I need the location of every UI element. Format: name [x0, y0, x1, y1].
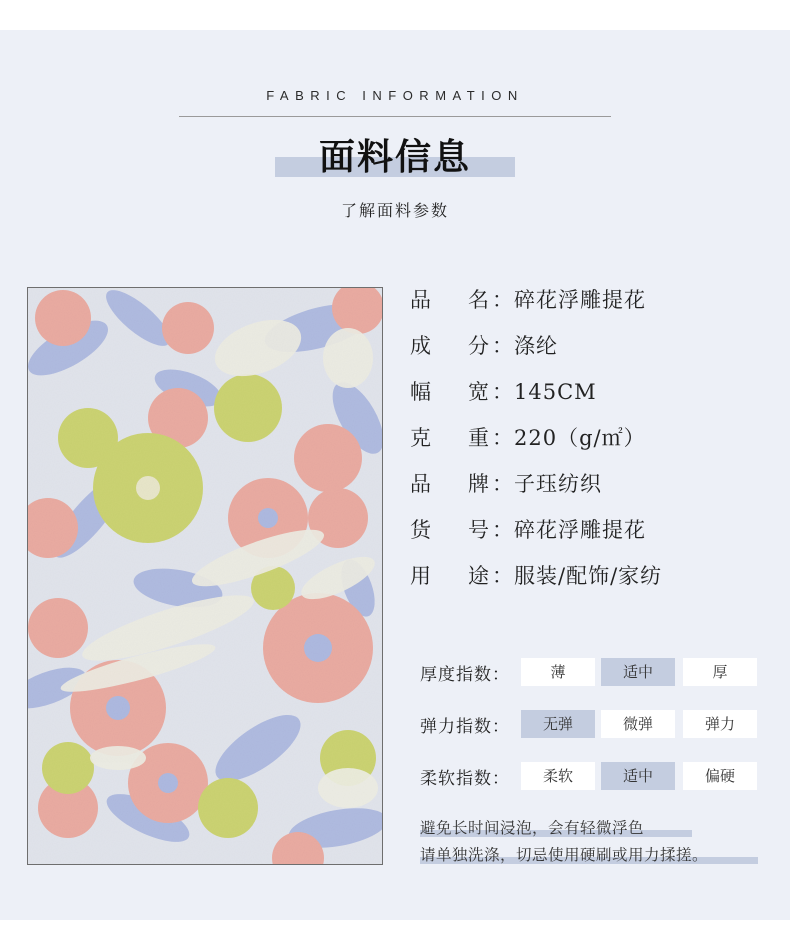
fabric-swatch-image: [27, 287, 383, 865]
spec-value: 服装/配饰/家纺: [514, 564, 663, 588]
spec-label: 幅: [410, 380, 431, 404]
spec-row-composition: [410, 330, 780, 376]
care-note-1: [420, 816, 644, 838]
thickness-index: [420, 658, 770, 686]
spec-label: 品: [410, 288, 431, 312]
spec-value: 涤纶: [514, 334, 558, 358]
spec-colon: ：: [492, 564, 514, 588]
heading-divider: [179, 116, 611, 117]
index-option-selected: 适中: [601, 762, 675, 790]
care-note-text: 请单独洗涤，切忌使用硬刷或用力揉搓。: [420, 846, 709, 864]
spec-value: 145CM: [514, 380, 597, 404]
spec-list: [410, 284, 780, 606]
spec-label: 牌: [468, 472, 489, 496]
spec-value: 碎花浮雕提花: [514, 288, 646, 312]
spec-label: 用: [410, 564, 431, 588]
page-title: 面料信息: [318, 137, 471, 178]
elasticity-index: [420, 710, 770, 738]
fabric-pattern: [28, 288, 382, 864]
spec-label: 分: [468, 334, 489, 358]
spec-value: 220（g/㎡）: [514, 426, 646, 450]
spec-colon: ：: [492, 472, 514, 496]
spec-row-brand: [410, 468, 780, 514]
index-option: 柔软: [521, 762, 595, 790]
spec-label: 名: [468, 288, 489, 312]
spec-label: 重: [468, 426, 489, 450]
english-heading: FABRIC INFORMATION: [266, 88, 524, 103]
index-option-selected: 无弹: [521, 710, 595, 738]
index-option: 弹力: [683, 710, 757, 738]
spec-row-usage: [410, 560, 780, 606]
page-subtitle: 了解面料参数: [340, 201, 449, 220]
index-label: 弹力指数：: [420, 717, 510, 737]
spec-row-name: [410, 284, 780, 330]
spec-label: 货: [410, 518, 431, 542]
index-option: 微弹: [601, 710, 675, 738]
care-note-text: 避免长时间浸泡，会有轻微浮色: [420, 819, 645, 837]
spec-colon: ：: [492, 334, 514, 358]
spec-label: 宽: [468, 380, 489, 404]
index-label: 厚度指数：: [420, 665, 510, 685]
spec-colon: ：: [492, 288, 514, 312]
spec-label: 品: [410, 472, 431, 496]
spec-colon: ：: [492, 380, 514, 404]
spec-value: 子珏纺织: [514, 472, 602, 496]
index-option: 厚: [683, 658, 757, 686]
spec-value: 碎花浮雕提花: [514, 518, 646, 542]
spec-label: 克: [410, 426, 431, 450]
spec-label: 途: [468, 564, 489, 588]
spec-label: 号: [468, 518, 489, 542]
spec-colon: ：: [492, 518, 514, 542]
spec-label: 成: [410, 334, 431, 358]
spec-row-weight: [410, 422, 780, 468]
index-option: 偏硬: [683, 762, 757, 790]
softness-index: [420, 762, 770, 790]
spec-row-item-number: [410, 514, 780, 560]
index-option: 薄: [521, 658, 595, 686]
index-option-selected: 适中: [601, 658, 675, 686]
index-label: 柔软指数：: [420, 769, 510, 789]
spec-colon: ：: [492, 426, 514, 450]
care-note-2: [420, 843, 708, 865]
spec-row-width: [410, 376, 780, 422]
